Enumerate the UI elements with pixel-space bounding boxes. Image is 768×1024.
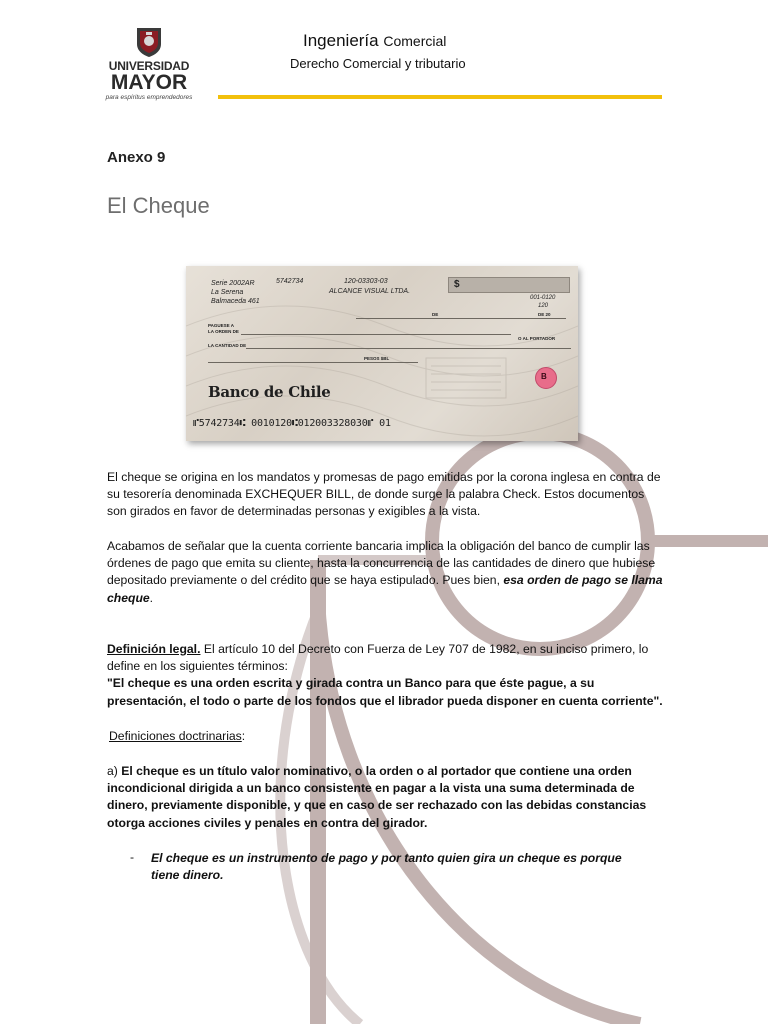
header-title-part1: Ingeniería [303, 31, 379, 50]
bullet-dash: - [130, 850, 135, 864]
definition-a-prefix: a) [107, 764, 122, 778]
cheque-code2: 120 [538, 303, 549, 309]
cheque-micr-line: ⑈5742734⑆ 0010120⑆012003328030⑈ 01 [193, 418, 391, 429]
paragraph-definition-order [107, 538, 667, 607]
logo-line-mayor: MAYOR [110, 71, 188, 94]
logo-line-university: UNIVERSIDAD [108, 59, 190, 73]
bullet-text: El cheque es un instrumento de pago y por tanto quien gira un cheque es porque tiene dinero. [151, 851, 622, 883]
cheque-serie: Serie 2002AR [211, 280, 255, 287]
shield-crest-icon [135, 26, 163, 58]
cheque-seal [535, 367, 557, 389]
cheque-bearer-label: O AL PORTADOR [518, 336, 556, 341]
cheque-account: 120-03303-03 [344, 278, 388, 285]
cheque-number: 5742734 [276, 278, 304, 285]
cheque-de1: DE [432, 312, 439, 317]
cheque-pesos-label: PESOS $BL [364, 356, 390, 361]
legal-definition-label: Definición legal. [107, 642, 201, 656]
header-title-part2: Comercial [383, 33, 447, 49]
legal-definition-text: El artículo 10 del Decreto con Fuerza de Ley 707 de 1982, en su inciso primero, lo define en los siguientes términos: [107, 642, 649, 674]
logo-tagline: para espíritus emprendedores [105, 94, 193, 101]
cheque-code1: 001-0120 [530, 295, 556, 301]
header-subtitle: Derecho Comercial y tributario [290, 56, 466, 71]
doctrinal-definitions-label: Definiciones doctrinarias [109, 729, 242, 743]
header-title [303, 31, 446, 51]
header-accent-line [218, 95, 662, 99]
paragraph-doctrinal-heading [109, 728, 669, 745]
definition-a-text: El cheque es un título valor nominativo, o la orden o al portador que contiene una orden incondicional dirigida a un banco consistente en pagar a la vista una suma determinada de dinero, previamente disponible, y que en caso de ser rechazado con las debidas constancias otorga acciones civiles y penales en contra del girador. [107, 764, 647, 830]
university-logo [104, 26, 194, 102]
cheque-date-line [356, 318, 566, 319]
cheque-holder: ALCANCE VISUAL LTDA. [329, 288, 411, 295]
cheque-address: Balmaceda 461 [211, 298, 260, 305]
cheque-de2: DE 20 [538, 312, 551, 317]
cheque-amount-box [448, 277, 570, 293]
cheque-pay-to-label: PAGUESE A LA ORDEN DE [208, 323, 239, 334]
cheque-bank-name: Banco de Chile [208, 383, 331, 401]
cheque-payee-line [241, 334, 511, 335]
cheque-image [186, 266, 578, 441]
legal-definition-quote: "El cheque es una orden escrita y girada contra un Banco para que éste pague, a su presentación, el todo o parte de los fondos que el librador pueda disponer en cuenta corriente". [107, 676, 663, 708]
paragraph-2-end: . [149, 590, 154, 605]
cheque-amount-line [246, 348, 571, 349]
cheque-amount-label: LA CANTIDAD DE [208, 343, 247, 348]
cheque-seal-letter: B [541, 372, 547, 381]
doctrinal-definitions-colon: : [241, 729, 246, 743]
cheque-currency: $ [454, 279, 460, 290]
paragraph-legal-definition [107, 641, 667, 710]
paragraph-2-emphasis: esa orden de pago se llama cheque [107, 573, 663, 605]
cheque-city: La Serena [211, 289, 244, 296]
paragraph-2-text: Acabamos de señalar que la cuenta corriente bancaria implica la obligación del banco de cumplir las órdenes de pago que emita su cliente, hasta la concurrencia de las cantidades de dinero que hubiese depositado previamente o del crédito que se haya estipulado. Pues bien, [107, 539, 656, 588]
annex-label: Anexo 9 [107, 149, 166, 166]
paragraph-definition-a [107, 763, 667, 832]
section-title: El Cheque [107, 193, 210, 218]
cheque-amount-line2 [208, 362, 418, 363]
paragraph-origin: El cheque se origina en los mandatos y promesas de pago emitidas por la corona inglesa en contra de su tesorería denominada EXCHEQUER BILL, de donde surge la palabra Check. Estos documentos son girados en favor de determinadas personas y exigibles a la vista. [107, 470, 661, 519]
